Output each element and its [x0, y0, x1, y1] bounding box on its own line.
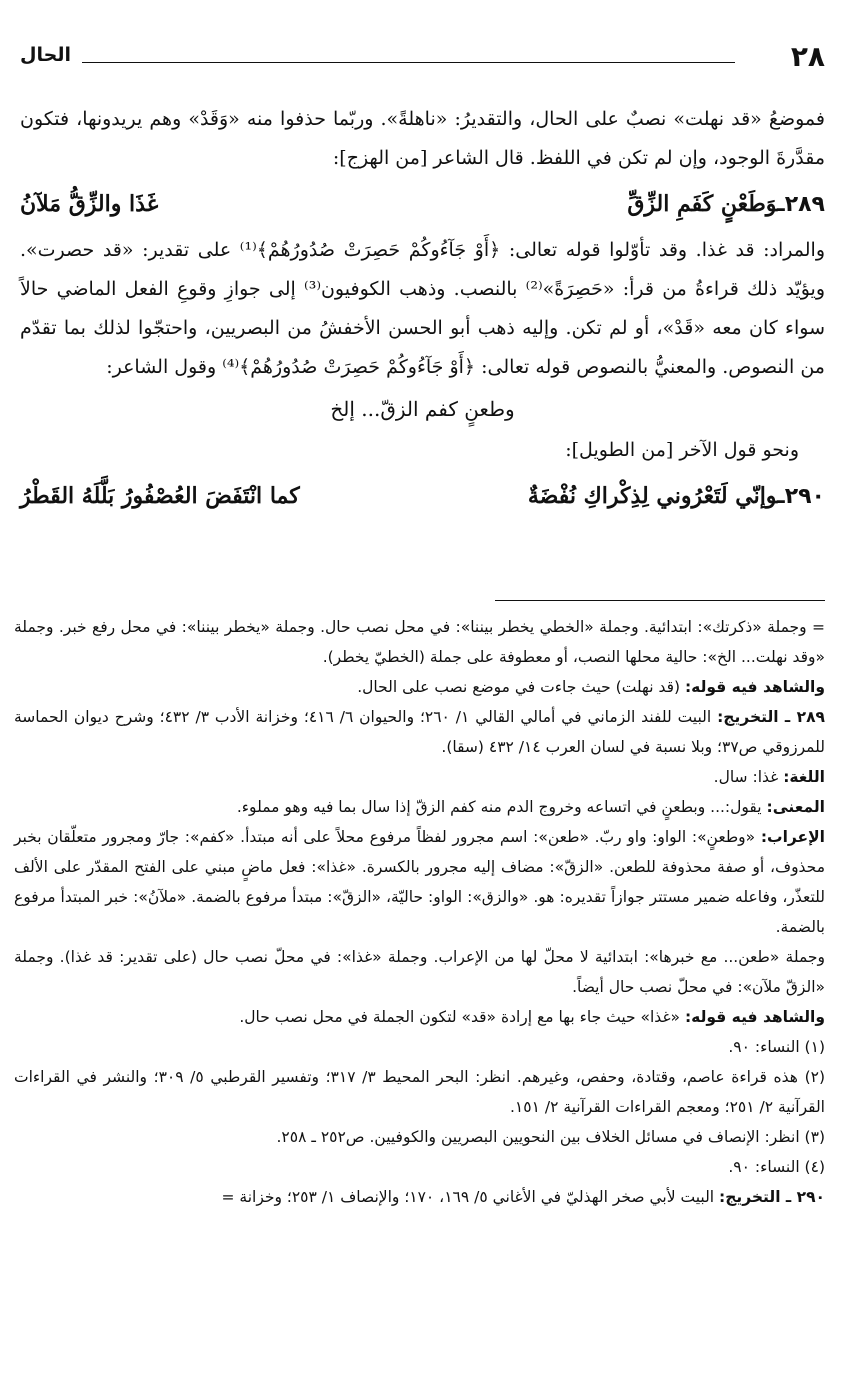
header-rule	[82, 62, 735, 63]
footnote-text: غذا: سال.	[713, 768, 779, 786]
footnote-text: البيت لأبي صخر الهذليّ في الأغاني ٥/ ١٦٩، ١٧٠؛ والإنصاف ١/ ٢٥٣؛ وخزانة =	[221, 1188, 715, 1206]
footnote-divider	[495, 600, 825, 601]
footnote-2: (٢) هذه قراءة عاصم، وقتادة، وحفص، وغيرهم. انظر: البحر المحيط ٣/ ٣١٧؛ وتفسير القرطبي ٥/ ٣٠٩؛ والنشر في القراءات القرآنية ٢/ ٢٥١؛ ومعجم القراءات القرآنية ٢/ ١٥١.	[14, 1068, 826, 1116]
verse-first-half: وَطَعْنٍ كَفَمِ الزِّقِّ	[627, 191, 778, 217]
footnote-label: المعنى:	[766, 798, 825, 816]
footnote-label: الإعراب:	[760, 828, 825, 846]
paragraph-2: والمراد: قد غذا. وقد تأوّلوا قوله تعالى: ﴿أَوْ جَآءُوكُمْ حَصِرَتْ صُدُورُهُمْ﴾⁽¹⁾ على تقدير: «قد حصرت». ويؤيّد ذلك قراءةُ من قرأ: «حَصِرَةً»⁽²⁾ بالنصب. وذهب الكوفيون⁽³⁾ إلى جوازِ وقوعِ الفعل الماضي حالاً سواء كان معه «قَدْ»، أو لم تكن. وإليه ذهب أبو الحسن الأخفشُ من البصريين، واحتجّوا لذلك بما تقدّم من النصوص. والمعنيُّ بالنصوص قوله تعالى: ﴿أَوْ جَآءُوكُمْ حَصِرَتْ صُدُورُهُمْ﴾⁽⁴⁾ وقول الشاعر:	[20, 239, 826, 378]
footnote-entry	[14, 822, 825, 942]
footnote-entry	[14, 792, 825, 822]
footnote-text: البيت للفند الزماني في أمالي القالي ١/ ٢٦٠؛ والحيوان ٦/ ٤١٦؛ وخزانة الأدب ٣/ ٤٣٢؛ وشرح ديوان الحماسة للمرزوقي ص٣٧؛ وبلا نسبة في لسان العرب ١٤/ ٤٣٢ (سقا).	[14, 708, 825, 756]
verse-number: ٢٨٩ـ	[777, 192, 825, 217]
paragraph-1: فموضعُ «قد نهلت» نصبٌ على الحال، والتقديرُ: «ناهلةً». وربّما حذفوا منه «وَقَدْ» وهم يريدونها، فتكون مقدَّرةَ الوجود، وإن لم تكن في اللفظ. قال الشاعر [من الهزج]:	[20, 108, 825, 169]
footnote-entry	[14, 672, 825, 702]
footnote-text: = وجملة «ذكرتك»: ابتدائية. وجملة «الخطي يخطر بيننا»: في محل نصب حال. وجملة «يخطر بيننا»: في محل رفع خبر. وجملة «وقد نهلت... الخ»: حالية محلها النصب، أو معطوفة على جملة (الخطيّ يخطر).	[14, 618, 825, 666]
footnote-text: (قد نهلت) حيث جاءت في موضع نصب على الحال.	[357, 678, 681, 696]
footnote-text: «وطعنٍ»: الواو: واو ربّ. «طعن»: اسم مجرور لفظاً مرفوع محلاً على أنه مبتدأ. «كفم»: جارّ ومجرور متعلّقان بخبر محذوف، أو صفة محذوفة للطعن. «الزقّ»: مضاف إليه مجرور بالكسرة. «غذا»: فعل ماضٍ مبني على الفتح المقدّر على الألف للتعذّر، وفاعله ضمير مستتر جوازاً تقديره: هو. «والزق»: الواو: حاليّة، «الزقّ»: مبتدأ مرفوع بالضمة. «ملآنُ»: خبر المبتدأ مرفوع بالضمة.	[14, 828, 825, 936]
page-number: ٢٨	[790, 40, 825, 73]
footnote-entry	[14, 1002, 825, 1032]
verse-289	[20, 182, 825, 227]
footnote-label: ٢٨٩ ـ التخريج:	[717, 708, 825, 726]
footnote-label: ٢٩٠ ـ التخريج:	[719, 1188, 825, 1206]
footnote-text: يقول:... وبطعنٍ في اتساعه وخروج الدم منه كفم الزقّ إذا سال بما فيه وهو مملوء.	[236, 798, 762, 816]
footnote-entry	[14, 1182, 825, 1212]
footnote-label: اللغة:	[783, 768, 825, 786]
footnote-entry	[14, 702, 825, 762]
verse-second-half: غَذَا والزِّقُّ مَلآنُ	[20, 191, 159, 217]
verse-second-half: كما انْتَفَضَ العُصْفُورُ بَلَّلَهُ القَطْرُ	[20, 483, 300, 509]
verse-first-half: وإنّي لَتَعْرُوني لِذِكْراكِ نُفْضَةٌ	[527, 483, 778, 509]
footnote-text: «غذا» حيث جاء بها مع إرادة «قد» لتكون الجملة في محل نصب حال.	[239, 1008, 681, 1026]
page-title: الحال	[20, 44, 71, 66]
quoted-verse: وطعنٍ كفم الزقّ... إلخ	[330, 397, 515, 421]
verse-number: ٢٩٠ـ	[777, 484, 825, 509]
main-text	[20, 100, 825, 523]
footnotes	[14, 612, 825, 1212]
footnote-label: والشاهد فيه قوله:	[684, 1008, 825, 1026]
paragraph-3: ونحو قول الآخر [من الطويل]:	[565, 439, 799, 461]
page-header	[20, 40, 825, 80]
footnote-1: (١) النساء: ٩٠.	[728, 1038, 825, 1056]
footnote-4: (٤) النساء: ٩٠.	[728, 1158, 825, 1176]
footnote-3: (٣) انظر: الإنصاف في مسائل الخلاف بين النحويين البصريين والكوفيين. ص٢٥٢ ـ ٢٥٨.	[276, 1128, 825, 1146]
footnote-label: والشاهد فيه قوله:	[684, 678, 825, 696]
footnote-entry	[14, 762, 825, 792]
verse-290	[20, 474, 825, 519]
footnote-text: وجملة «طعن... مع خبرها»: ابتدائية لا محلّ لها من الإعراب. وجملة «غذا»: في محلّ نصب حال (على تقدير: قد غذا). وجملة «الزقّ ملآن»: في محلّ نصب حال أيضاً.	[14, 948, 825, 996]
